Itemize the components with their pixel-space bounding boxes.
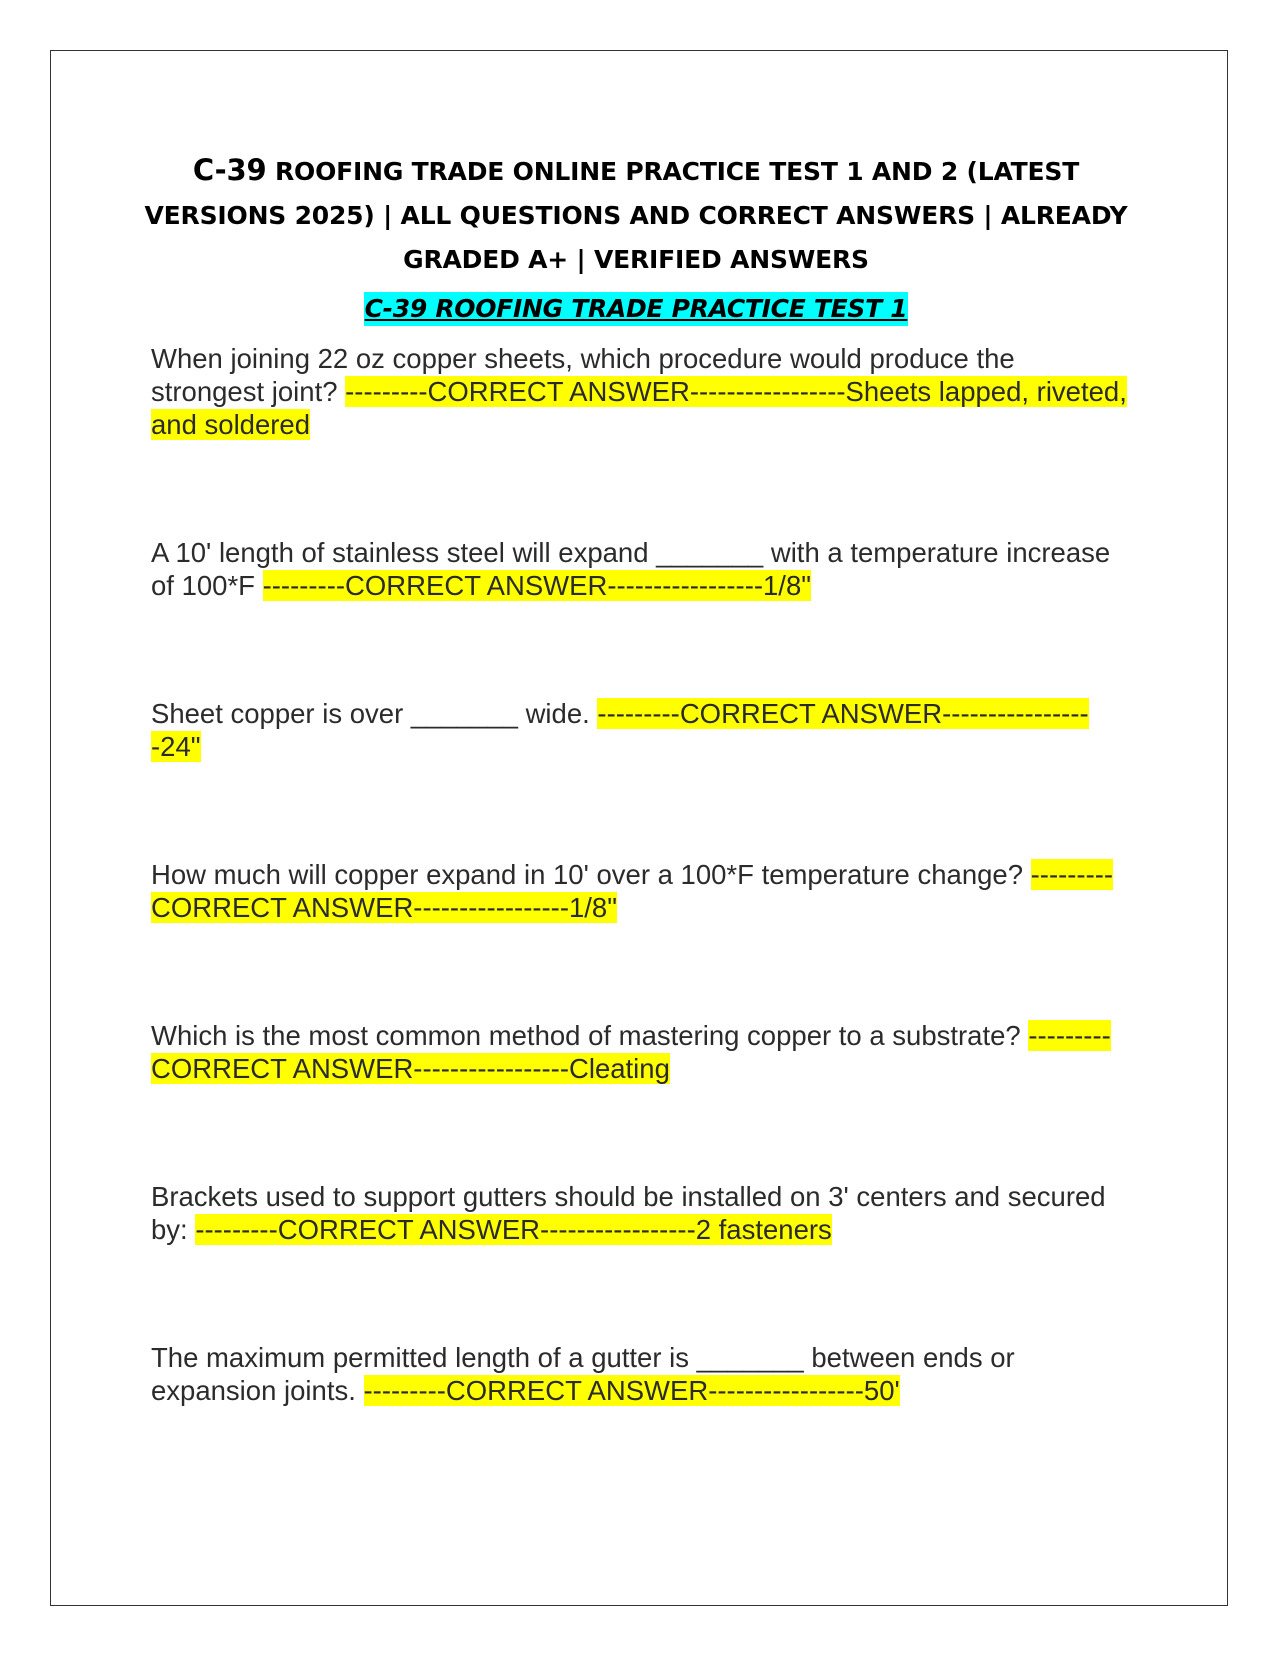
title-code: C-39 [192, 153, 267, 187]
question-text: The maximum permitted length of a gutter is _______ between ends or expansion joints. [151, 1342, 1015, 1406]
answer-highlight: ---------CORRECT ANSWER-----------------50' [363, 1375, 900, 1406]
answer-highlight: ---------CORRECT ANSWER-----------------Cleating [151, 1020, 1111, 1084]
answer-highlight: ---------CORRECT ANSWER-----------------2 fasteners [195, 1214, 832, 1245]
question-text: Brackets used to support gutters should be installed on 3' centers and secured by: [151, 1181, 1106, 1245]
question-item [151, 697, 1131, 763]
answer-highlight: ---------CORRECT ANSWER-----------------24" [151, 698, 1089, 762]
answer-highlight: ---------CORRECT ANSWER-----------------Sheets lapped, riveted, and soldered [151, 376, 1127, 440]
question-item [151, 1341, 1131, 1407]
question-item [151, 1019, 1131, 1085]
question-item [151, 342, 1131, 441]
answer-highlight: ---------CORRECT ANSWER-----------------1/8" [151, 859, 1114, 923]
document-title [141, 148, 1131, 282]
question-item [151, 1180, 1131, 1246]
title-text: ROOFING TRADE ONLINE PRACTICE TEST 1 AND 2 (LATEST VERSIONS 2025) | ALL QUESTIONS AND CORRECT ANSWERS | ALREADY GRADED A+ | VERIFIED ANSWERS [144, 157, 1128, 274]
question-text: Sheet copper is over _______ wide. [151, 698, 598, 729]
question-list [151, 342, 1131, 1407]
section-heading-wrapper [141, 292, 1131, 326]
question-text: How much will copper expand in 10' over a 100*F temperature change? [151, 859, 1031, 890]
question-item [151, 858, 1131, 924]
question-text: When joining 22 oz copper sheets, which procedure would produce the strongest joint? [151, 343, 1015, 407]
question-text: Which is the most common method of mastering copper to a substrate? [151, 1020, 1029, 1051]
question-item [151, 536, 1131, 602]
answer-highlight: ---------CORRECT ANSWER-----------------1/8" [262, 570, 811, 601]
document-body [144, 148, 1131, 1407]
section-heading: C-39 ROOFING TRADE PRACTICE TEST 1 [364, 292, 909, 326]
question-text: A 10' length of stainless steel will expand _______ with a temperature increase of 100*F [151, 537, 1111, 601]
